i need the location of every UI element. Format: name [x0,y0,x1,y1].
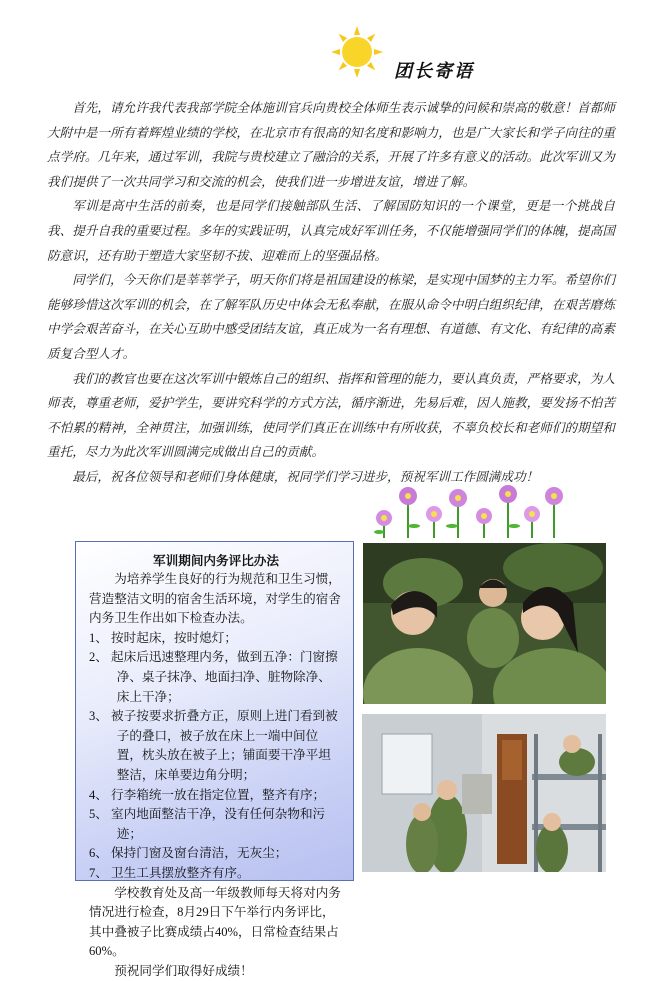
rules-item: 7、 卫生工具摆放整齐有序。 [89,865,250,880]
letter-paragraph: 军训是高中生活的前奏，也是同学们接触部队生活、了解国防知识的一个课堂，更是一个挑战自我、提升自我的重要过程。多年的实践证明，认真完成好军训任务，不仅能增强同学们的体魄，提高国防意识，还有助于塑造大家坚韧不拔、迎难而上的坚强品格。 [47,198,615,263]
rules-box [75,541,354,978]
letter-paragraph: 同学们，今天你们是莘莘学子，明天你们将是祖国建设的栋梁，是实现中国梦的主力军。希望你们能够珍惜这次军训的机会，在了解军队历史中体会无私奉献，在服从命令中明白组织纪律，在艰苦磨炼中学会艰苦奋斗，在关心互助中感受团结友谊，真正成为一名有理想、有道德、有文化、有纪律的高素质复合型人才。 [47,272,615,361]
rules-item: 1、 按时起床，按时熄灯； [89,630,237,645]
rules-item: 3、 被子按要求折叠方正，原则上进门看到被子的叠口，被子放在床上一端中间位置，枕头放在被子上；铺面要干净平坦整洁，床单要边角分明； [89,709,338,782]
rules-closing: 学校教育处及高一年级教师每天将对内务情况进行检查，8月29日下午举行内务评比，其中叠被子比赛成绩占40%，日常检查结果占60%。 [89,885,341,959]
flowers-icon [372,484,568,540]
letter-body [47,96,615,490]
letter-paragraph: 最后，祝各位领导和老师们身体健康，祝同学们学习进步，预祝军训工作圆满成功！ [72,468,539,484]
rules-intro: 为培养学生良好的行为规范和卫生习惯，营造整洁文明的宿舍生活环境，对学生的宿舍内务卫生作出如下检查办法。 [89,572,341,626]
letter-paragraph: 我们的教官也要在这次军训中锻炼自己的组织、指挥和管理的能力，要认真负责，严格要求，为人师表，尊重老师，爱护学生，要讲究科学的方式方法，循序渐进，先易后难，因人施教，要发扬不怕苦不怕累的精神，全神贯注，加强训练，使同学们真正在训练中有所收获，不辜负校长和老师们的期望和重托，尽力为此次军训圆满完成做出自己的贡献。 [47,370,615,460]
sun-icon [331,26,383,78]
dormitory-bunk-beds-photo [362,714,606,872]
rules-wish: 预祝同学们取得好成绩！ [114,963,253,978]
rules-item: 4、 行李箱统一放在指定位置，整齐有序； [89,787,326,802]
page-title: 团长寄语 [394,61,474,82]
rules-title: 军训期间内务评比办法 [153,554,279,568]
rules-item: 6、 保持门窗及窗台清洁，无灰尘； [89,846,288,861]
letter-paragraph: 首先，请允许我代表我部学院全体施训官兵向贵校全体师生表示诚挚的问候和崇高的敬意！首都师大附中是一所有着辉煌业绩的学校，在北京市有很高的知名度和影响力，也是广大家长和学子向往的重点学府。几年来，通过军训，我院与贵校建立了融洽的关系，开展了许多有意义的活动。此次军训又为我们提供了一次共同学习和交流的机会，使我们进一步增进友谊，增进了解。 [47,100,615,189]
students-in-uniform-photo [363,543,606,704]
rules-item: 5、 室内地面整洁干净，没有任何杂物和污迹； [89,807,326,841]
rules-item: 2、 起床后迅速整理内务，做到五净：门窗擦净、桌子抹净、地面扫净、脏物除净、床上干净； [89,650,338,704]
